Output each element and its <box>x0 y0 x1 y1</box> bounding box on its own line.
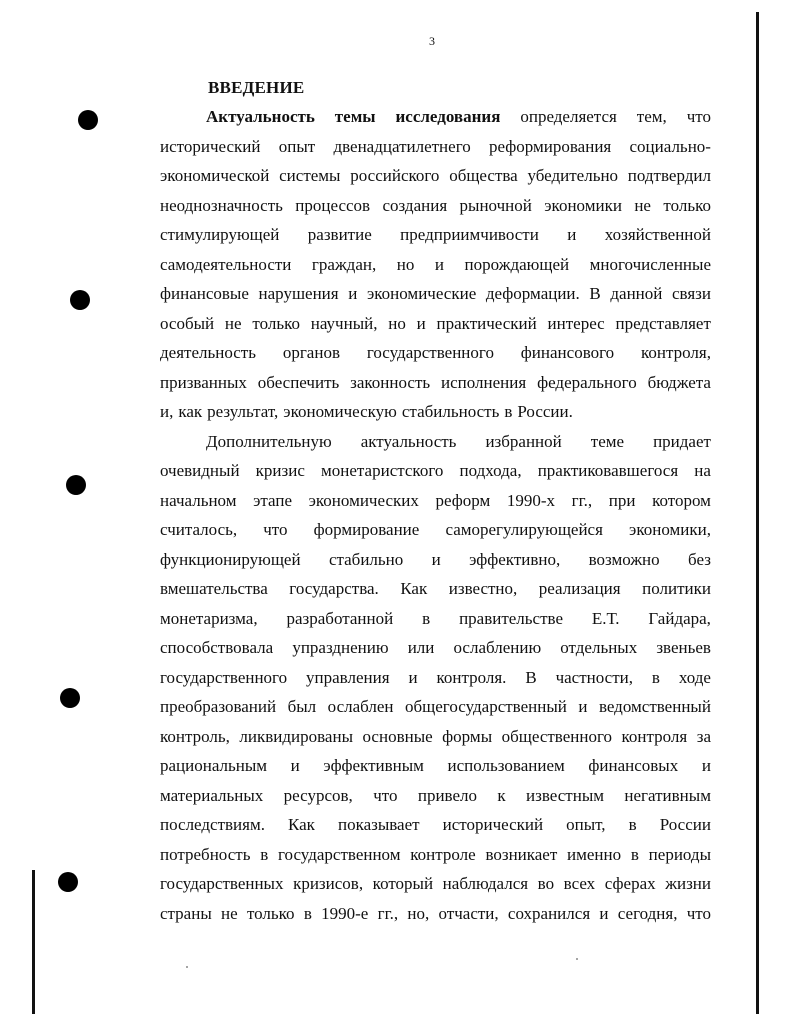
word: отдельных <box>560 638 638 657</box>
word: но <box>388 313 406 333</box>
text-line <box>160 899 711 929</box>
word: Гайдара, <box>648 608 711 628</box>
text-line <box>160 515 711 545</box>
word: не <box>221 903 238 923</box>
word: 1990-е <box>321 903 369 923</box>
word: привело <box>417 785 477 805</box>
word: и <box>599 903 609 923</box>
word: звеньев <box>656 638 711 657</box>
text-line <box>160 574 711 604</box>
word: в <box>651 667 660 687</box>
word: этапе <box>253 490 292 510</box>
word: финансовые <box>160 284 249 303</box>
paragraph-text <box>160 102 711 928</box>
word: экономической <box>160 166 270 185</box>
word: сферах <box>604 874 656 893</box>
word: рациональным <box>160 756 268 775</box>
word: общегосударственный <box>404 697 567 716</box>
word: и <box>567 225 577 244</box>
word: общественного <box>501 726 613 746</box>
word: тем, <box>636 107 667 126</box>
punch-hole-mark <box>70 290 90 310</box>
word: подхода, <box>459 461 522 480</box>
word: негативным <box>624 785 711 805</box>
word: наблюдался <box>442 874 529 893</box>
word: многочисленные <box>589 254 711 274</box>
text-line <box>160 456 711 486</box>
text-line <box>160 604 711 634</box>
word: политики <box>642 579 711 598</box>
word: возникает <box>485 844 558 864</box>
text-line <box>160 722 711 752</box>
word: основные <box>362 726 433 746</box>
word: деятельность <box>160 343 256 362</box>
word: системы <box>279 166 341 185</box>
word: хозяйственной <box>604 225 711 244</box>
punch-hole-mark <box>58 872 78 892</box>
word: экономические <box>366 284 477 303</box>
word: контроля, <box>641 343 711 362</box>
word: исследования <box>395 107 501 126</box>
word: России <box>659 815 711 834</box>
word: в <box>303 903 312 923</box>
word: подтвердил <box>627 166 711 185</box>
scan-border-left <box>32 870 35 1014</box>
word: Актуальность <box>206 107 315 126</box>
word: упразднению <box>292 638 389 657</box>
word: и <box>701 756 711 775</box>
word: финансовых <box>588 756 679 775</box>
word: самодеятельности <box>160 254 292 274</box>
text-line <box>160 781 711 811</box>
word: определяется <box>520 107 617 126</box>
word: государственного <box>160 667 288 687</box>
text-line <box>160 427 711 457</box>
word: формы <box>442 726 493 746</box>
word: государственном <box>278 844 401 864</box>
word: гг., <box>377 903 399 923</box>
text-line <box>160 692 711 722</box>
text-line <box>160 338 711 368</box>
word: частности, <box>555 667 633 687</box>
word: эффективным <box>323 756 424 775</box>
text-line <box>160 810 711 840</box>
word: контроля <box>621 726 688 746</box>
text-line <box>160 869 711 899</box>
word: за <box>696 726 711 746</box>
word: монетаризма, <box>160 608 258 628</box>
word: начальном <box>160 490 237 510</box>
word: саморегулирующейся <box>445 520 603 539</box>
word: законность <box>350 372 431 392</box>
word: известно, <box>448 579 518 598</box>
word: избранной <box>485 431 562 451</box>
word: во <box>537 874 555 893</box>
page-number: 3 <box>429 34 435 48</box>
word: жизни <box>665 874 711 893</box>
scan-border-right <box>756 12 759 1014</box>
word: представляет <box>615 313 711 333</box>
word: призванных <box>160 372 247 392</box>
word: ослаблен <box>327 697 394 716</box>
word: стабильность <box>401 402 500 421</box>
word: практиковавшегося <box>537 461 679 480</box>
scan-speck <box>576 958 578 960</box>
word: рыночной <box>459 195 532 215</box>
word: и <box>431 549 441 569</box>
word: реализация <box>538 579 621 598</box>
word: двенадцатилетнего <box>333 136 471 156</box>
word: формирование <box>313 520 420 539</box>
word: социально- <box>629 136 711 156</box>
word: что <box>686 903 711 923</box>
word: в <box>504 402 513 421</box>
word: реформ <box>435 490 491 510</box>
text-line <box>160 663 711 693</box>
word: страны <box>160 903 212 923</box>
word: нарушения <box>258 284 339 303</box>
word: исполнения <box>441 372 527 392</box>
word: не <box>634 195 651 215</box>
word: предприимчивости <box>400 225 539 244</box>
word: способствовала <box>160 638 274 657</box>
word: порождающей <box>464 254 570 274</box>
word: использованием <box>447 756 565 775</box>
word: экономики, <box>629 520 711 539</box>
word: функционирующей <box>160 549 301 569</box>
word: Е.Т. <box>591 608 620 628</box>
word: результат, <box>207 402 279 421</box>
word: только <box>252 313 300 333</box>
word: и <box>578 697 588 716</box>
punch-hole-mark <box>66 475 86 495</box>
document-body <box>160 74 711 928</box>
word: теме <box>590 431 625 451</box>
word: российского <box>350 166 440 185</box>
word: В <box>525 667 537 687</box>
text-line <box>160 250 711 280</box>
word: на <box>694 461 711 480</box>
text-line <box>160 161 711 191</box>
word: котором <box>652 490 711 510</box>
word: правительстве <box>459 608 563 628</box>
word: и, <box>160 402 174 421</box>
word: опыт <box>278 136 316 156</box>
word: возможно <box>588 549 660 569</box>
word: 1990-х <box>506 490 556 510</box>
word: показывает <box>337 815 420 834</box>
word: опыт, <box>566 815 606 834</box>
word: в <box>630 844 639 864</box>
word: данной <box>610 284 663 303</box>
word: процессов <box>295 195 371 215</box>
word: или <box>407 638 435 657</box>
word: экономики <box>544 195 622 215</box>
word: и <box>290 756 300 775</box>
word: общества <box>449 166 518 185</box>
word: экономическую <box>283 402 397 421</box>
text-line <box>160 102 711 132</box>
word: создания <box>382 195 448 215</box>
word: очевидный <box>160 461 240 480</box>
word: контроля. <box>436 667 507 687</box>
word: финансового <box>520 343 615 362</box>
text-line <box>160 279 711 309</box>
word: именно <box>567 844 622 864</box>
word: ходе <box>678 667 711 687</box>
word: контроль, <box>160 726 230 746</box>
text-line <box>160 220 711 250</box>
word: федерального <box>537 372 637 392</box>
word: но, <box>407 903 430 923</box>
word: всех <box>563 874 596 893</box>
word: темы <box>334 107 376 126</box>
word: бюджета <box>647 372 711 392</box>
word: ослаблению <box>453 638 542 657</box>
word: государства. <box>289 579 379 598</box>
word: стимулирующей <box>160 225 280 244</box>
word: но <box>396 254 415 274</box>
word: научный, <box>310 313 378 333</box>
word: деформации. <box>485 284 580 303</box>
word: Как <box>400 579 428 598</box>
word: Как <box>288 815 315 834</box>
word: стабильно <box>328 549 404 569</box>
word: государственного <box>366 343 494 362</box>
text-line <box>160 368 711 398</box>
word: актуальность <box>360 431 457 451</box>
punch-hole-mark <box>60 688 80 708</box>
word: В <box>589 284 601 303</box>
word: эффективно, <box>469 549 561 569</box>
word: без <box>688 549 711 569</box>
word: развитие <box>307 225 372 244</box>
word: практический <box>436 313 537 333</box>
word: кризис <box>255 461 305 480</box>
word: сохранился <box>507 903 591 923</box>
text-line <box>160 397 711 427</box>
text-line <box>160 545 711 575</box>
word: материальных <box>160 785 264 805</box>
word: гг., <box>571 490 593 510</box>
text-line <box>160 486 711 516</box>
word: не <box>224 313 242 333</box>
word: интерес <box>547 313 605 333</box>
word: и <box>416 313 426 333</box>
word: и <box>408 667 418 687</box>
word: считалось, <box>160 520 238 539</box>
word: и <box>434 254 445 274</box>
word: особый <box>160 313 215 333</box>
word: исторический <box>160 136 261 156</box>
word: в <box>260 844 269 864</box>
word: периоды <box>648 844 711 864</box>
word: что <box>686 107 711 126</box>
word: в <box>422 608 431 628</box>
text-line <box>160 751 711 781</box>
word: граждан, <box>311 254 377 274</box>
text-line <box>160 633 711 663</box>
word: ликвидированы <box>239 726 353 746</box>
word: Дополнительную <box>206 431 332 451</box>
word: потребность <box>160 844 251 864</box>
word: только <box>663 195 711 215</box>
scan-speck <box>186 966 188 968</box>
word: экономических <box>308 490 419 510</box>
word: ведомственный <box>598 697 711 716</box>
word: и <box>348 284 358 303</box>
word: реформирования <box>489 136 612 156</box>
text-line <box>160 132 711 162</box>
word: неоднозначность <box>160 195 283 215</box>
word: к <box>497 785 506 805</box>
word: управления <box>306 667 390 687</box>
word: органов <box>282 343 340 362</box>
word: разработанной <box>286 608 394 628</box>
word: исторический <box>442 815 544 834</box>
word: сегодня, <box>617 903 678 923</box>
word: отчасти, <box>438 903 499 923</box>
punch-hole-mark <box>78 110 98 130</box>
word: преобразований <box>160 697 277 716</box>
word: связи <box>672 284 711 303</box>
word: последствиям. <box>160 815 265 834</box>
word: монетаристского <box>321 461 444 480</box>
section-heading: ВВЕДЕНИЕ <box>208 78 305 97</box>
word: что <box>263 520 288 539</box>
word: известным <box>526 785 605 805</box>
word: России. <box>517 402 573 421</box>
word: убедительно <box>527 166 619 185</box>
word: кризисов, <box>293 874 364 893</box>
word: контроле <box>410 844 476 864</box>
text-line <box>160 309 711 339</box>
word: вмешательства <box>160 579 268 598</box>
word: в <box>628 815 637 834</box>
word: при <box>608 490 636 510</box>
word: государственных <box>160 874 284 893</box>
word: придает <box>653 431 711 451</box>
word: был <box>287 697 317 716</box>
word: что <box>373 785 398 805</box>
word: только <box>246 903 295 923</box>
word: обеспечить <box>257 372 340 392</box>
word: ресурсов, <box>283 785 353 805</box>
text-line <box>160 840 711 870</box>
text-line <box>160 191 711 221</box>
word: который <box>372 874 434 893</box>
word: как <box>178 402 203 421</box>
